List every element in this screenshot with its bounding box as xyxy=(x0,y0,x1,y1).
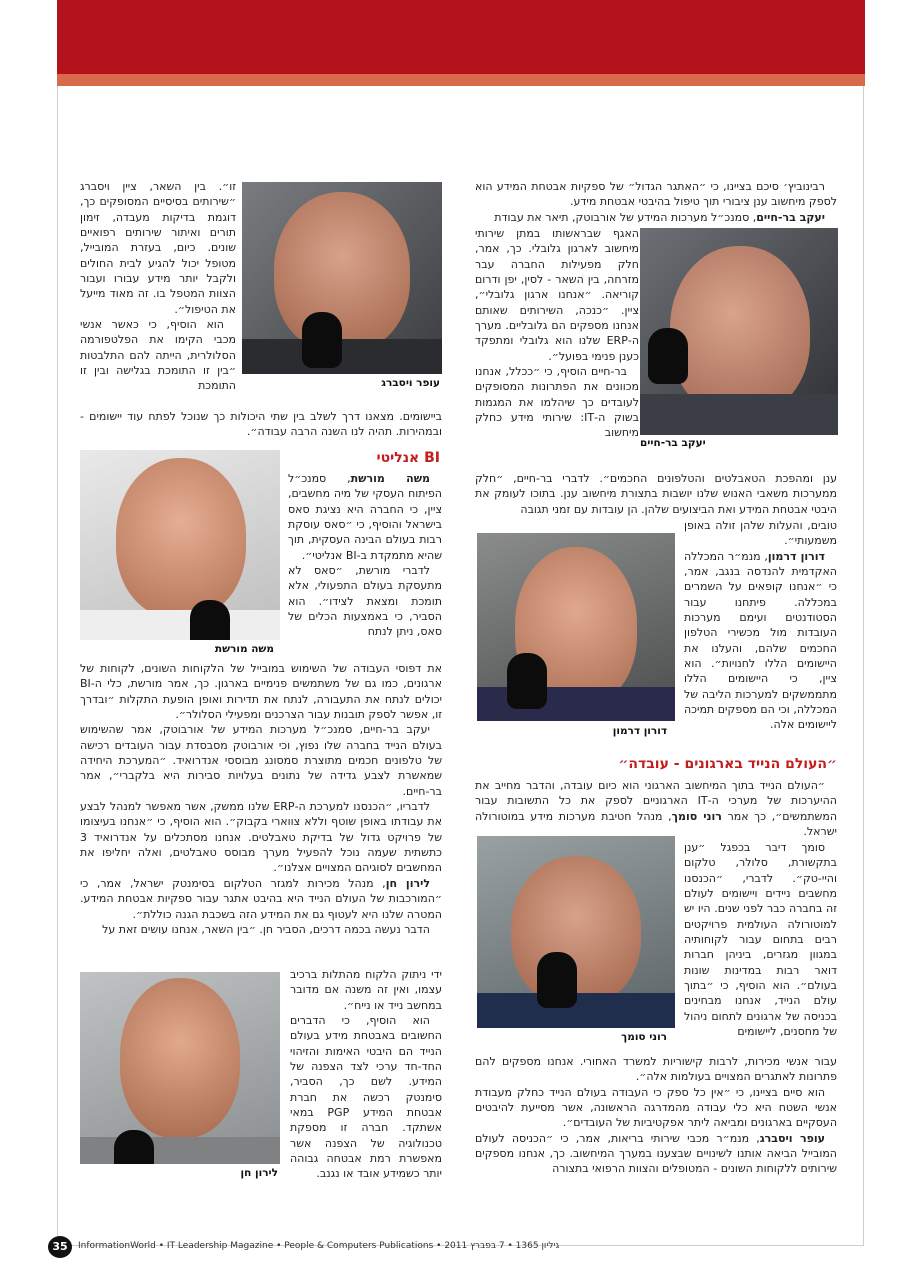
right-paragraph-10: עבור אנשי מכירות, לרבות קישוריות למשרד האחורי. אנחנו מספקים להם פתרונות לאתגרים המצויים בעולמות אלה״. xyxy=(475,1055,837,1084)
left-paragraph-7: יעקב בר-חיים, סמנכ״ל מערכות המידע של אורבוטק, אמר שהשימוש בעולם הנייד בחברה שלו נפוץ, וכי אורבוטק מסבסדת עבור העובדים רכישה של טלפונים חכמים מתוצרת סמסונג מבוססי אנדרואיד. ״המערכת היחידה שמאשרת לצבע גדידה של נתונים בעלויות סבירות היא בלקברי״, אמר בר-חיים. xyxy=(80,723,442,798)
caption-liron: לירון חן xyxy=(240,1167,278,1179)
photo-liron-chen xyxy=(80,972,280,1164)
left-col-top xyxy=(80,179,236,394)
page-number: 35 xyxy=(48,1236,72,1258)
right-paragraph-3: האגף שבראשותו במתן שירותי מיחשוב לארגון גלובלי. כך, אמר, חלק מפעילות החברה עבר מזרחה, בין השאר - לסין, יפן ודרום קוריאה. ״אנחנו ארגון גלובלי״, ציין. ״כנכה, השירותים שאותם אנחנו מספקים הם גלובליים. מערך ה-ERP שלנו הוא גלובלי ומתפקד כענן פנימי בפועל״. xyxy=(475,227,639,363)
right-paragraph-7: דורון דרמון, מנמ״ר המכללה האקדמית להנדסה בנגב, אמר, כי ״אנחנו קופאים על השמרים במכללה. פיתחנו עבור הסטודנטים ועימם מערכות העובדות מול מכשירי הטלפון החכמים שלהם, והעלנו את היישומים הללו לחנויות״. הוא ציין, כי היישומים הללו מתממשקים למערכות הליבה של המכללה, וכי הם מספקים תמיכה ליישומים אלה. xyxy=(684,549,837,732)
page-footer xyxy=(48,1236,560,1260)
left-paragraph-6: את דפוסי העבודה של השימוש במובייל של הלקוחות השונים, לקוחות של ארגונים, כמו גם של משתמשים פנימיים בארגון. כך, אמר מורשת, כלי ה-BI יכולים לנתח את התעבורה, לנתח את תדירות ואופן הופעת התקלות ״ובדרך זו, אפשר לספק תובנות עבור הצרכנים ומפעילי הסלולר״. xyxy=(80,662,442,722)
caption-yaakov: יעקב בר-חיים xyxy=(640,437,706,449)
left-paragraph-1: זו״. בין השאר, ציין ויסברג ״שירותים בסיסיים המסופקים כך, דוגמת בדיקות מעבדה, זימון תורים ואיתור שירותים רפואיים שונים. כיום, בעזרת המובייל, מטופל יכול להגיע לבית החולים ולקבל יותר מידע עבורו ועבור הצוות המטפל בו. זה מאוד מייעל את הטיפול״. xyxy=(80,180,236,316)
top-color-band xyxy=(57,0,865,74)
photo-doron-dermon xyxy=(477,533,675,721)
left-paragraph-12: הוא הוסיף, כי הדברים החשובים באבטחת מידע בעולם הנייד הם היבטי האימות והזיהוי החד-חד ערכי לצד הצפנה של המידע. לשם כך, הסביר, סימנטק רכשה את חברת אבטחת המידע PGP במאי אשתקד. חברה זו מספקת טכנולוגיה של הצפנה אשר מאפשרת רמת אבטחה גבוהה יותר כשמידע אובד או נגנב. xyxy=(290,1014,442,1181)
left-col-beside-photo3 xyxy=(290,967,442,1182)
right-paragraph-2: יעקב בר-חיים, סמנכ״ל מערכות המידע של אורבוטק, תיאר את עבודת xyxy=(494,210,825,224)
left-paragraph-11: ידי ניתוק הלקוח מהתלות ברכיב עצמו, ואין זה משנה אם מדובר במחשב נייד או נייח״. xyxy=(290,968,442,1012)
right-paragraph-11: הוא סיים בציינו, כי ״אין כל ספק כי העבודה בעולם הנייד כחלק מעבודת אנשי השטח היא כלי עבודה מהמדרגה הראשונה, אשר מסייעת להיבטים העסקיים בארגונים ומביאה ליתר אפקטיביות של העובדים״. xyxy=(475,1085,837,1130)
photo-ofer-visberg xyxy=(242,182,442,374)
top-accent-stripe xyxy=(57,74,865,86)
caption-roni: רוני סומך xyxy=(621,1031,667,1043)
right-col-beside-photo2 xyxy=(684,518,837,733)
person-name: יעקב בר-חיים xyxy=(756,210,825,224)
photo-yaakov-bar-haim xyxy=(640,228,838,435)
left-paragraph-3: ביישומים. מצאנו דרך לשלב בין שתי היכולות כך שנוכל לפתח עוד יישומים - ובמהירות. תהיה לנו השנה הרבה עבודה״. xyxy=(80,410,442,439)
right-col-top xyxy=(475,179,837,225)
right-col-mid xyxy=(475,471,837,517)
left-paragraph-9: לירון חן, מנהל מכירות למגזר הטלקום בסימנטק ישראל, אמר, כי ״המורכבות של העולם הנייד היא בהיבט אתגר עבור ספקיות אבטחת המידע. המטרה שלנו היא לעטוף גם את המידע הזה בשכבת הגנה כוללת״. xyxy=(80,876,442,921)
person-name: רוני סומך xyxy=(671,809,722,823)
right-paragraph-4: בר-חיים הוסיף, כי ״ככלל, אנחנו מכוונים את הפתרונות המסופקים לעובדים כך שיהלמו את המגמות בשוק ה-IT: שירותי מידע כחלק מיחשוב xyxy=(475,365,639,440)
right-col-beside-photo3 xyxy=(684,840,837,1039)
left-col-mid xyxy=(80,661,442,937)
caption-moshe: משה מורשת xyxy=(214,643,274,655)
photo-roni-somech xyxy=(477,836,675,1028)
person-name: עופר ויסברג xyxy=(759,1131,825,1145)
left-col-beside-photo2 xyxy=(288,471,442,640)
right-paragraph-5: ענן ומהפכת הטאבלטים והטלפונים החכמים״. לדברי בר-חיים, ״חלק ממערכות משאבי האנוש שלנו יושבות בתצורת מיחשוב ענן. בתוכו לעומק את היבטי אבטחת המידע ואת הביצועים שלהן. הן עובדות עם זמני תגובה xyxy=(475,472,837,516)
person-name: לירון חן xyxy=(385,876,430,890)
right-paragraph-9: סומך דיבר בכפגל ״ענן בתקשורת, סלולר, טלקום והיי-טק״. לדברי, ״הכנסנו מחשבים ניידים ויישומים לעולם זה בחברה כבר לפני שנים. היו יש למוטורולה העולמית פרויקטים רבים בתחום עבור לקוחותיה במגוון מגזרים, ביניהן חברות דואר רבות במדינות שונות בעולם״. הוא הוסיף, כי ״בתוך עולם הנייד, אנחנו מבחינים בכניסה של ארגונים לתחום ניהול של מחסנים, ליישומים xyxy=(684,841,837,1039)
person-name: משה מורשת xyxy=(350,472,431,485)
right-paragraph-1: רבינוביץ׳ סיכם בציינו, כי ״האתגר הגדול״ של ספקיות אבטחת המידע הוא לספק מיחשוב ענן ציבורי תוך טיפול בהיבטי אבטחת מידע. xyxy=(475,180,837,209)
footer-publication-line: InformationWorld • IT Leadership Magazine • People & Computers Publications • גיליון 1365 • 7 בפברץ 2011 xyxy=(78,1241,560,1251)
left-paragraph-10: הדבר נעשה בכמה דרכים, הסביר חן. ״בין השאר, אנחנו עושים זאת על xyxy=(102,922,430,936)
left-paragraph-2: הוא הוסיף, כי כאשר אנשי מכבי הקימו את הפלטפורמה הסלולרית, הייתה להם התלבטות ״בין זו התומכת בגלישה ובין זו התומכת xyxy=(80,318,236,393)
left-paragraph-5: לדברי מורשת, ״סאס לא מתעסקת בעולם התפעולי, אלא תומכת ומצאת לצידו״. הוא הסביר, כי באמצעות הכלים של סאס, ניתן לנתח xyxy=(288,564,442,639)
right-paragraph-6: טובים, והעלות שלהן זולה באופן משמעותי״. xyxy=(684,519,837,548)
heading-mobile-world: ״העולם הנייד בארגונים - עובדה״ xyxy=(618,756,837,772)
left-paragraph-8: לדבריו, ״הכנסנו למערכת ה-ERP שלנו ממשק, אשר מאפשר למנהל לבצע את עבודתו באופן שוטף וללא צווארי בקבוק״. הוא הוסיף, כי ״אנחנו בעיצומו של פרויקט גדול של בדיקת טאבלטים. אנחנו מסתכלים על אנדרואיד 3 כתשתית שעמה נוכל להפעיל מערך מבוסס טאבלטים, ואלה יחליפו את המחשבים לסוגיהם המצויים אצלנו״. xyxy=(80,800,442,875)
left-col-after-photo1 xyxy=(80,409,442,440)
right-col-bottom xyxy=(475,1054,837,1177)
caption-ofer: עופר ויסברג xyxy=(381,377,440,389)
caption-doron: דורון דרמון xyxy=(612,725,667,737)
right-paragraph-12: עופר ויסברג, מנמ״ר מכבי שירותי בריאות, אמר, כי ״הכניסה לעולם המובייל הביאה אותנו לשינויים שבצענו במערך המיחשוב. כך, אנחנו מספקים שירותים ללקוחות השונים - המטופלים והצוות הרפואי בתצורה xyxy=(475,1131,837,1176)
right-col-after-heading xyxy=(475,778,837,839)
photo-moshe-moreshet xyxy=(80,450,280,640)
person-name: דורון דרמון xyxy=(767,549,825,563)
right-paragraph-8: ״העולם הנייד בתוך המיחשוב הארגוני הוא כיום עובדה, והדבר מחייב את ההיערכות של מערכי ה-IT הארגוניים לספק את כל התשובות עבור המשתמשים״, כך אמר רוני סומך, מנהל חטיבת מערכות מידע במוטורולה ישראל. xyxy=(475,779,838,839)
heading-bi-analytics: BI אנליטי xyxy=(376,450,440,466)
left-paragraph-4: משה מורשת, סמנכ״ל הפיתוח העסקי של מיה מחשבים, ציין, כי החברה היא נציגת סאס בישראל והוסיף, כי ״סאס עוסקת רבות בעולם הבינה העסקית, תוך שהיא מתמקדת ב-BI אנליטי״. xyxy=(288,472,442,562)
right-col-beside-photo1 xyxy=(475,226,639,441)
